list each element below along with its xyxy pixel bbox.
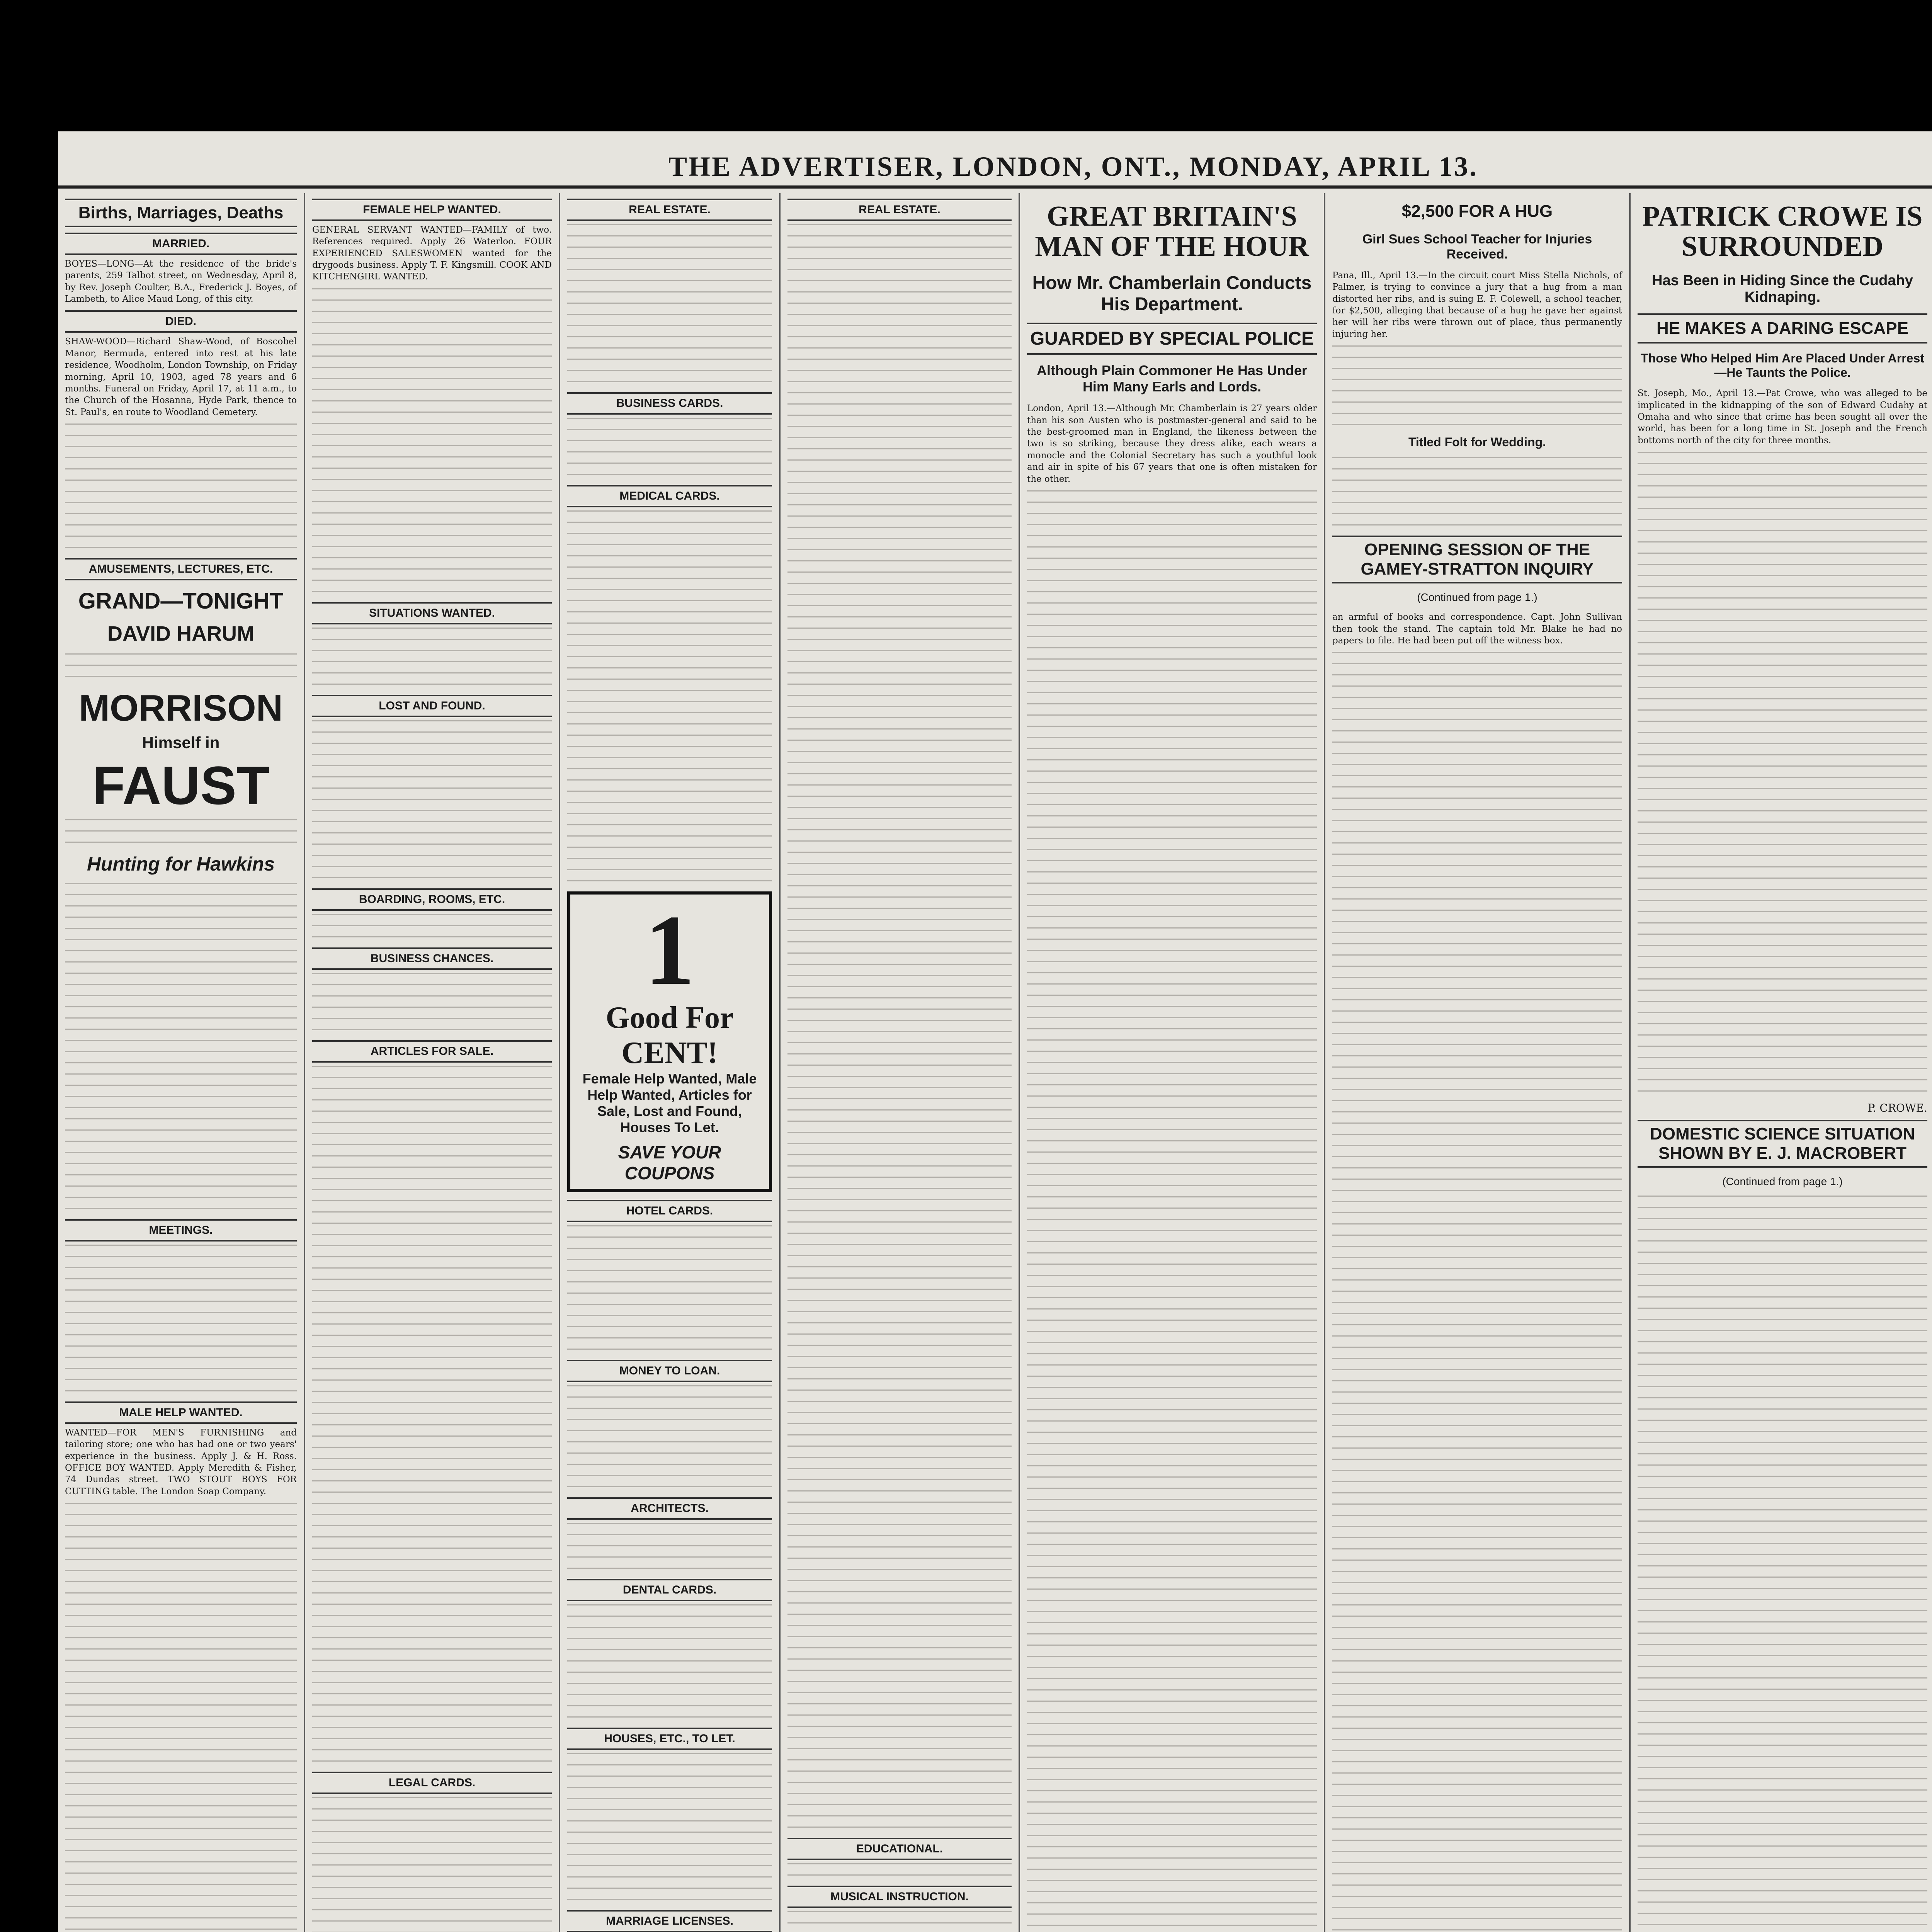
text-block — [312, 914, 552, 937]
titled-folt-heading: Titled Folt for Wedding. — [1408, 435, 1546, 449]
column-5 — [1020, 193, 1325, 1932]
births-heading: Births, Marriages, Deaths — [65, 199, 297, 227]
newspaper-page — [58, 131, 1932, 1932]
text-block — [567, 510, 772, 881]
coupon-one: 1 — [645, 895, 695, 1006]
text-block — [65, 1503, 297, 1932]
text-block — [1332, 652, 1622, 1932]
legal-cards-heading: LEGAL CARDS. — [312, 1772, 552, 1794]
money-loan-heading: MONEY TO LOAN. — [567, 1360, 772, 1382]
coupon-lines: Female Help Wanted, Male Help Wanted, Articles for Sale, Lost and Found, Houses To Let. — [582, 1071, 757, 1135]
text-block — [312, 720, 552, 878]
crowe-deck-3: Those Who Helped Him Are Placed Under Arrest—He Taunts the Police. — [1641, 351, 1924, 380]
articles-sale-heading: ARTICLES FOR SALE. — [312, 1040, 552, 1063]
great-britain-deck-1: How Mr. Chamberlain Conducts His Department. — [1032, 273, 1312, 315]
column-1 — [58, 193, 305, 1932]
female-help-heading: FEMALE HELP WANTED. — [312, 199, 552, 221]
text-block — [1027, 490, 1317, 1932]
column-2 — [305, 193, 560, 1932]
educational-heading: EDUCATIONAL. — [787, 1838, 1012, 1860]
died-heading: DIED. — [65, 310, 297, 333]
text-block — [567, 1523, 772, 1569]
coupon-save: SAVE YOUR COUPONS — [618, 1142, 721, 1183]
text-block — [787, 224, 1012, 1828]
crowe-deck-1: Has Been in Hiding Since the Cudahy Kidnaping. — [1652, 272, 1913, 306]
grand-tonight: GRAND—TONIGHT — [78, 588, 284, 614]
text-block — [787, 1911, 1012, 1932]
boarding-heading: BOARDING, ROOMS, ETC. — [312, 888, 552, 911]
morrison: MORRISON — [79, 687, 283, 729]
text-block — [1332, 457, 1622, 526]
text-block — [567, 224, 772, 382]
hug-deck: Girl Sues School Teacher for Injuries Received. — [1362, 232, 1592, 262]
text-block — [567, 1604, 772, 1718]
architects-heading: ARCHITECTS. — [567, 1497, 772, 1520]
david-harum: DAVID HARUM — [107, 622, 254, 645]
continued-note: (Continued from page 1.) — [1417, 591, 1537, 604]
died-notice: SHAW-WOOD—Richard Shaw-Wood, of Boscobel Manor, Bermuda, entered into rest at his late residence, Woodholm, London Township, on Friday morning, April 10, 1903, aged 78 years and 6 months. Funeral on Friday, April 17, at 11 a.m., to the Church of the Hosanna, Hyde Park, thence to St. Paul's, en route to Woodland Cemetery. — [65, 337, 297, 417]
great-britain-body: London, April 13.—Although Mr. Chamberlain is 27 years older than his son Austen who is postmaster-general and said to be the best-groomed man in England, the likeness between the two is so striking, because they dress alike, each wears a monocle and the Colonial Secretary has such a youthful look and air in spite of his 67 years that one is often mistaken for the other. — [1027, 403, 1317, 484]
real-estate-heading: REAL ESTATE. — [567, 199, 772, 221]
crowe-deck-2: HE MAKES A DARING ESCAPE — [1638, 313, 1927, 344]
hunting-for-hawkins: Hunting for Hawkins — [87, 853, 275, 875]
column-4 — [781, 193, 1020, 1932]
opening-body: an armful of books and correspondence. Capt. John Sullivan then took the stand. The captain told Mr. Blake he had no papers to file. He had been put off the witness box. — [1332, 612, 1622, 646]
masthead — [58, 143, 1932, 189]
opening-session-headline: OPENING SESSION OF THE GAMEY-STRATTON INQUIRY — [1332, 536, 1622, 583]
real-estate-heading-2: REAL ESTATE. — [787, 199, 1012, 221]
business-chances-heading: BUSINESS CHANCES. — [312, 947, 552, 970]
crowe-body: St. Joseph, Mo., April 13.—Pat Crowe, who was alleged to be implicated in the kidnapping of the son of Edward Cudahy at Omaha and who since that crime has been sought all over the world, has been for a long time in St. Joseph and the French bottoms north of the city for three months. — [1638, 388, 1927, 446]
great-britain-deck-2: GUARDED BY SPECIAL POLICE — [1027, 323, 1317, 355]
married-notice: BOYES—LONG—At the residence of the bride's parents, 259 Talbot street, on Wednesday, April 8, by Rev. Joseph Coulter, B.A., Frederick J. Boyes, of Lambeth, to Alice Maud Long, of this city. — [65, 259, 297, 304]
text-block — [1638, 1196, 1927, 1932]
musical-heading: MUSICAL INSTRUCTION. — [787, 1886, 1012, 1908]
houses-let-heading: HOUSES, ETC., TO LET. — [567, 1728, 772, 1750]
married-heading: MARRIED. — [65, 233, 297, 255]
hotel-cards-heading: HOTEL CARDS. — [567, 1200, 772, 1222]
text-block — [65, 423, 297, 548]
hug-body: Pana, Ill., April 13.—In the circuit court Miss Stella Nichols, of Palmer, is trying to convince a jury that a hug from a man distorted her ribs, and is suing E. F. Colewell, a school teacher, for $2,500, alleging that because of a hug he gave her against her will her ribs were thrown out of place, thus permanently injuring her. — [1332, 270, 1622, 339]
coupon-cent: CENT! — [621, 1036, 718, 1070]
crowe-headline: PATRICK CROWE IS SURROUNDED — [1642, 201, 1923, 262]
situations-heading: SITUATIONS WANTED. — [312, 602, 552, 624]
text-block — [567, 1753, 772, 1900]
text-block — [65, 883, 297, 1209]
text-block — [567, 1385, 772, 1487]
text-block — [312, 288, 552, 592]
masthead-title: THE ADVERTISER, LONDON, ONT., MONDAY, APRIL 13. — [668, 151, 1478, 182]
text-block — [1638, 452, 1927, 1092]
text-block — [567, 1225, 772, 1350]
text-block — [65, 653, 297, 677]
coupon-good-for: Good For — [605, 1001, 734, 1035]
text-block — [312, 973, 552, 1030]
amusements-heading: AMUSEMENTS, LECTURES, ETC. — [65, 558, 297, 580]
text-block — [312, 1066, 552, 1762]
lost-found-heading: LOST AND FOUND. — [312, 695, 552, 717]
meetings-heading: MEETINGS. — [65, 1219, 297, 1242]
dental-cards-heading: DENTAL CARDS. — [567, 1579, 772, 1601]
text-block — [787, 1863, 1012, 1876]
column-3 — [560, 193, 781, 1932]
text-block — [567, 418, 772, 475]
great-britain-deck-3: Although Plain Commoner He Has Under Him Many Earls and Lords. — [1036, 362, 1308, 395]
female-help-ads: GENERAL SERVANT WANTED—FAMILY of two. References required. Apply 26 Waterloo. FOUR EXPERIENCED SALESWOMEN wanted for the drygoods business. Apply T. F. Kingsmill. COOK AND KITCHENGIRL WANTED. — [312, 225, 552, 282]
coupon-box — [567, 891, 772, 1192]
text-block — [312, 1797, 552, 1932]
column-7 — [1631, 193, 1932, 1932]
crowe-signature: P. CROWE. — [1867, 1102, 1927, 1115]
business-cards-heading: BUSINESS CARDS. — [567, 392, 772, 415]
text-block — [65, 819, 297, 843]
male-help-heading: MALE HELP WANTED. — [65, 1401, 297, 1424]
hug-headline: $2,500 FOR A HUG — [1401, 202, 1553, 221]
himself-in: Himself in — [142, 733, 220, 752]
column-6 — [1325, 193, 1631, 1932]
marriage-licenses-heading: MARRIAGE LICENSES. — [567, 1910, 772, 1932]
medical-cards-heading: MEDICAL CARDS. — [567, 485, 772, 507]
faust: FAUST — [92, 755, 270, 816]
male-help-ads: WANTED—FOR MEN'S FURNISHING and tailoring store; one who has had one or two years' experience in the business. Apply J. & H. Ross. OFFICE BOY WANTED. Apply Meredith & Fisher, 74 Dundas street. TWO STOUT BOYS FOR CUTTING table. The London Soap Company. — [65, 1427, 297, 1497]
text-block — [1332, 345, 1622, 425]
continued-note-2: (Continued from page 1.) — [1722, 1175, 1843, 1188]
text-block — [312, 628, 552, 685]
great-britain-headline: GREAT BRITAIN'S MAN OF THE HOUR — [1035, 201, 1309, 262]
text-block — [65, 1245, 297, 1391]
domestic-science-headline: DOMESTIC SCIENCE SITUATION SHOWN BY E. J. MACROBERT — [1638, 1120, 1927, 1168]
